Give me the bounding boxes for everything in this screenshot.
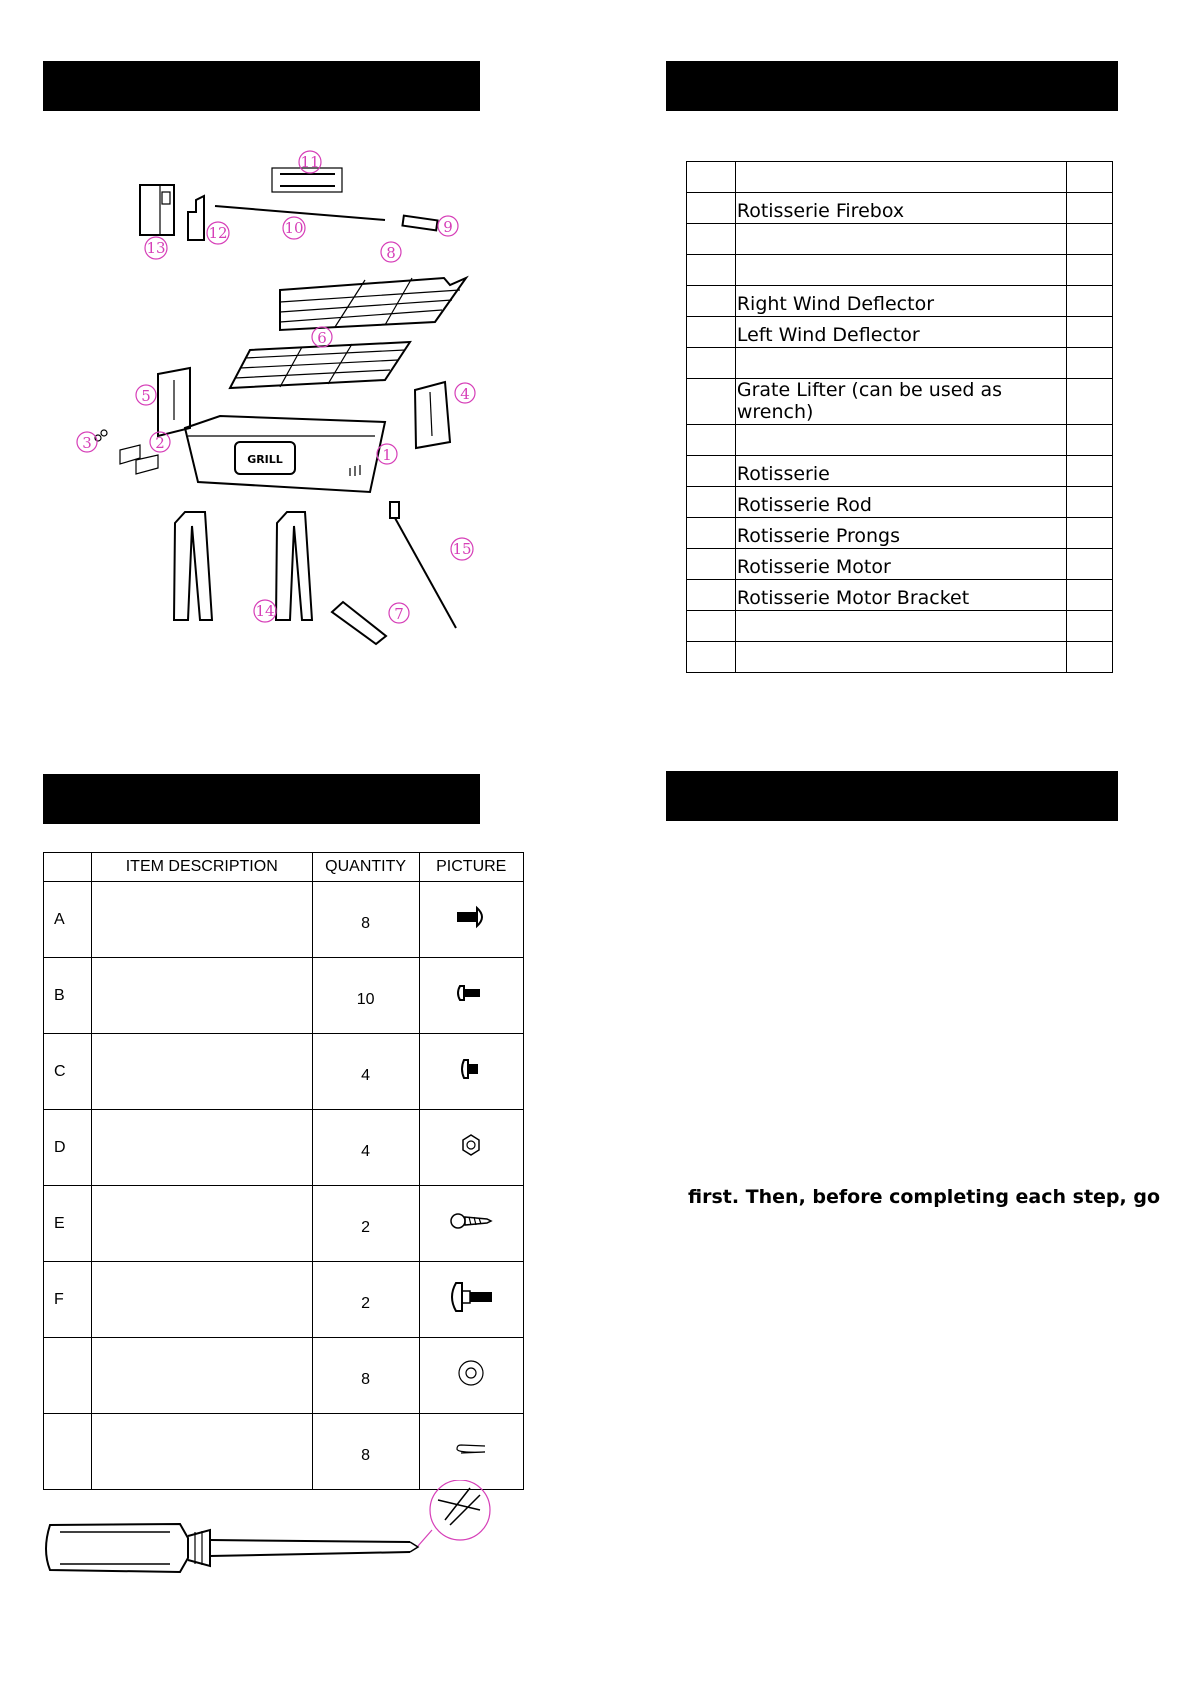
callout-13 (145, 237, 167, 259)
screwdriver-illustration (40, 1480, 500, 1590)
rotisserie-handle-illustration (402, 216, 437, 231)
table-row (687, 580, 1113, 611)
hardware-quantity: 10 (312, 958, 419, 1034)
part-name (735, 611, 1066, 642)
callout-11 (299, 151, 321, 173)
motor-bracket-illustration (188, 196, 204, 240)
svg-text:1: 1 (382, 446, 392, 464)
parts-list-table (686, 161, 1113, 673)
hardware-quantity: 2 (312, 1186, 419, 1262)
hardware-quantity: 8 (312, 882, 419, 958)
svg-text:3: 3 (82, 434, 92, 452)
firebox-illustration (185, 416, 385, 492)
letter-header (44, 853, 92, 882)
rotisserie-motor-illustration (140, 185, 174, 235)
part-name: Rotisserie Prongs (735, 518, 1066, 549)
part-name (735, 348, 1066, 379)
section-banner-instructions (666, 771, 1118, 821)
svg-text:2: 2 (155, 434, 165, 452)
section-banner-hardware (43, 774, 480, 824)
table-row (687, 317, 1113, 348)
svg-text:6: 6 (317, 329, 327, 347)
picture-header: PICTURE (419, 853, 524, 882)
charcoal-grate-illustration (230, 342, 410, 388)
instruction-text: first. Then, before completing each step, go (688, 1186, 1161, 1208)
section-banner-parts-list (666, 61, 1118, 111)
part-name (735, 425, 1066, 456)
section-banner-parts-diagram (43, 61, 480, 111)
table-row (687, 425, 1113, 456)
stub-bolt-icon (458, 1057, 484, 1081)
hardware-letter: C (44, 1034, 92, 1110)
callout-2 (150, 432, 170, 452)
svg-text:5: 5 (141, 387, 151, 405)
grill-exploded-view (40, 130, 520, 650)
hardware-letter: F (44, 1262, 92, 1338)
quantity-header: QUANTITY (312, 853, 419, 882)
part-name: Right Wind Deflector (735, 286, 1066, 317)
table-row (687, 162, 1113, 193)
callout-5 (136, 385, 156, 405)
part-name (735, 642, 1066, 673)
svg-text:7: 7 (394, 605, 404, 623)
callout-12 (207, 222, 229, 244)
callout-8 (381, 242, 401, 262)
hardware-quantity: 8 (312, 1414, 419, 1490)
svg-text:14: 14 (255, 602, 275, 620)
table-row (687, 642, 1113, 673)
wood-screw-icon (449, 1208, 493, 1234)
svg-text:11: 11 (300, 153, 320, 171)
part-name: Rotisserie Motor (735, 549, 1066, 580)
hardware-quantity: 2 (312, 1262, 419, 1338)
part-name: Left Wind Deflector (735, 317, 1066, 348)
hardware-letter (44, 1338, 92, 1414)
svg-text:4: 4 (460, 385, 470, 403)
part-name (735, 224, 1066, 255)
table-row (687, 611, 1113, 642)
carriage-bolt-icon (446, 1280, 496, 1314)
item-description-header: ITEM DESCRIPTION (91, 853, 312, 882)
table-row (44, 1110, 524, 1186)
svg-text:10: 10 (284, 219, 304, 237)
leg-right-illustration (276, 512, 312, 620)
part-name: Rotisserie Firebox (735, 193, 1066, 224)
part-name (735, 255, 1066, 286)
callout-15 (451, 538, 473, 560)
part-name: Rotisserie Rod (735, 487, 1066, 518)
table-row (687, 224, 1113, 255)
table-row (44, 1186, 524, 1262)
callout-7 (389, 603, 409, 623)
magnifier-ring (430, 1480, 490, 1540)
table-row (687, 193, 1113, 224)
svg-text:15: 15 (452, 540, 472, 558)
table-row (44, 1034, 524, 1110)
hardware-quantity: 8 (312, 1338, 419, 1414)
screwdriver-icon (40, 1480, 500, 1590)
cooking-grate-illustration (280, 278, 466, 330)
callout-14 (254, 600, 276, 622)
callout-6 (312, 327, 332, 347)
table-row (687, 487, 1113, 518)
part-name: Rotisserie Motor Bracket (735, 580, 1066, 611)
callout-9 (438, 216, 458, 236)
svg-text:12: 12 (208, 224, 228, 242)
svg-text:8: 8 (386, 244, 396, 262)
callout-10 (283, 217, 305, 239)
table-row (44, 1338, 524, 1414)
hardware-letter (44, 1414, 92, 1490)
exploded-parts-diagram (40, 130, 520, 650)
hardware-letter: B (44, 958, 92, 1034)
table-row (687, 379, 1113, 425)
table-row (687, 348, 1113, 379)
rotisserie-rod-illustration (215, 206, 385, 220)
cotter-pin-icon (453, 1442, 489, 1456)
rotisserie-prongs-illustration (272, 168, 342, 192)
table-row (687, 286, 1113, 317)
part-name: Rotisserie (735, 456, 1066, 487)
right-wind-deflector-illustration (415, 382, 450, 448)
grill-logo-text: GRILL (247, 453, 283, 466)
table-row (687, 255, 1113, 286)
part-name: Grate Lifter (can be used as wrench) (735, 379, 1066, 425)
callout-1 (377, 444, 397, 464)
leg-left-illustration (174, 512, 212, 620)
hardware-quantity: 4 (312, 1034, 419, 1110)
table-row (44, 1414, 524, 1490)
short-bolt-icon (456, 983, 486, 1003)
hardware-letter: A (44, 882, 92, 958)
hardware-quantity: 4 (312, 1110, 419, 1186)
washer-icon (456, 1358, 486, 1388)
hardware-letter: D (44, 1110, 92, 1186)
hardware-table (43, 852, 524, 1490)
table-row (44, 958, 524, 1034)
callout-4 (455, 383, 475, 403)
hardware-letter: E (44, 1186, 92, 1262)
hex-nut-icon (460, 1133, 482, 1157)
side-plates-illustration (120, 445, 158, 474)
grate-lifter-illustration (332, 602, 386, 644)
table-row (44, 1262, 524, 1338)
table-row (687, 549, 1113, 580)
callout-3 (77, 432, 97, 452)
table-row (44, 882, 524, 958)
svg-text:13: 13 (146, 239, 166, 257)
table-row (687, 518, 1113, 549)
machine-screw-icon (451, 904, 491, 930)
part-name (735, 162, 1066, 193)
svg-text:9: 9 (443, 218, 453, 236)
table-header-row (44, 853, 524, 882)
table-row (687, 456, 1113, 487)
